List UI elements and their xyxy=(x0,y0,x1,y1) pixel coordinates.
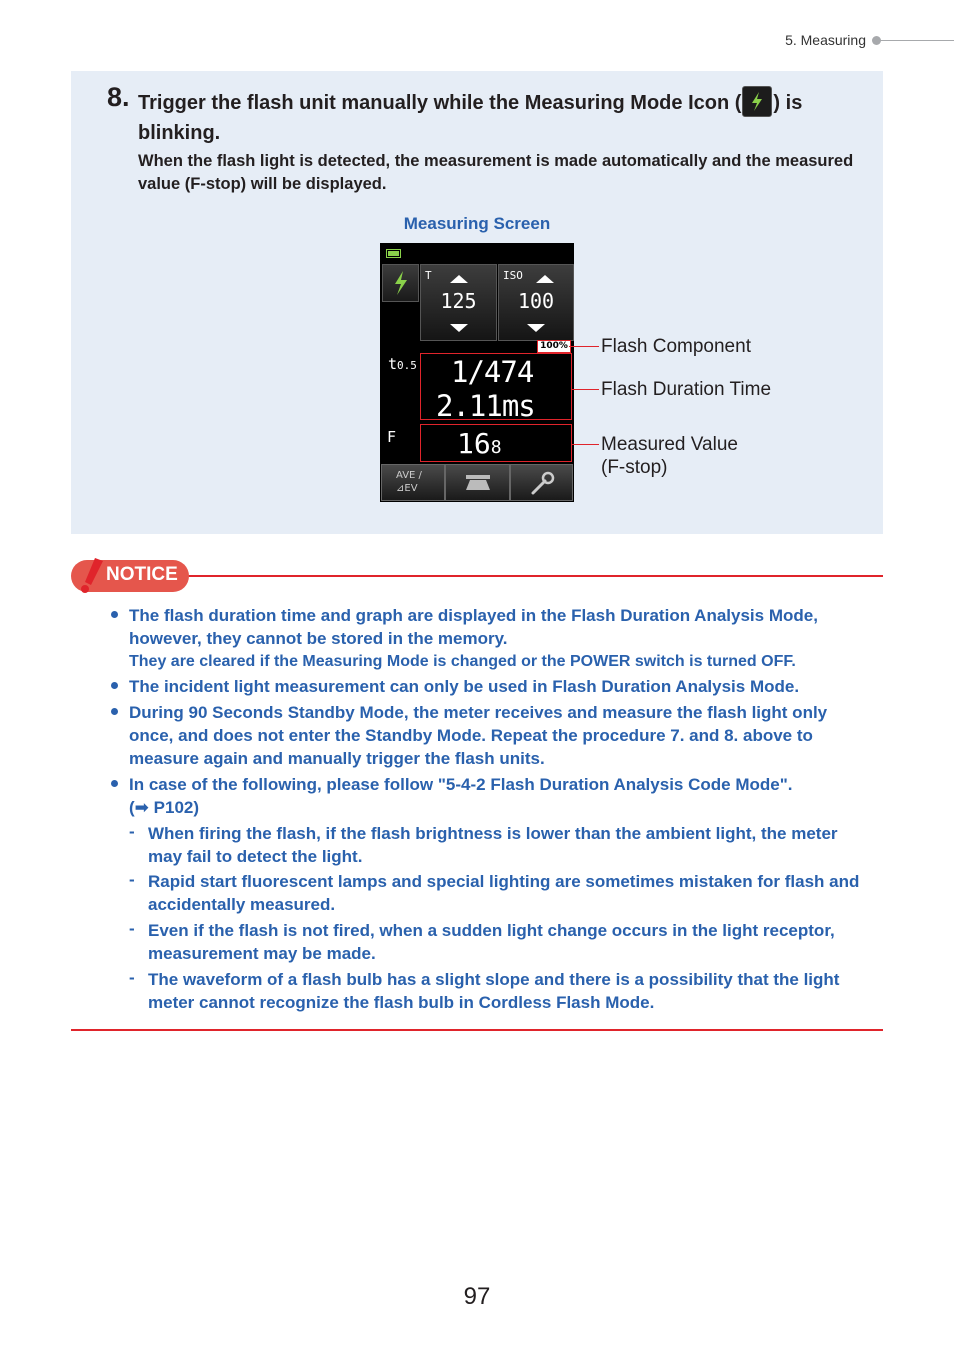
notice-subitem-3: Even if the flash is not fired, when a sudden light change occurs in the light receptor, measurement may be made. xyxy=(148,921,835,963)
ev-label: ⊿EV xyxy=(396,483,418,494)
measuring-mode-button xyxy=(382,264,419,302)
bullet-dot xyxy=(111,611,118,618)
step-title-before: Trigger the flash unit manually while the Measuring Mode Icon ( xyxy=(138,91,742,114)
t-prefix: t xyxy=(388,355,398,373)
flash-duration-box xyxy=(420,353,572,423)
dash-marker: - xyxy=(129,968,135,987)
flash-bolt-icon xyxy=(383,265,418,301)
notice-bullet-4 xyxy=(129,773,859,819)
ave-ev-label xyxy=(396,469,422,495)
bullet-dot xyxy=(111,682,118,689)
dash-marker: - xyxy=(129,919,135,938)
bullet-subtext: They are cleared if the Measuring Mode is changed or the POWER switch is turned OFF. xyxy=(129,653,796,670)
shutter-speed-panel xyxy=(420,264,497,341)
notice-bullet-3: During 90 Seconds Standby Mode, the meter receives and measure the flash light only once, and does not enter the Standby Mode. Repeat the procedure 7. and 8. above to measure again and manually trigger the flash units. xyxy=(129,703,828,768)
callout-measured-value-line1: Measured Value xyxy=(601,434,738,455)
ave-ev-button xyxy=(381,464,445,501)
notice-bullet-2: The incident light measurement can only be used in Flash Duration Analysis Mode. xyxy=(129,677,800,696)
battery-icon xyxy=(386,249,401,258)
t-label: T xyxy=(425,269,432,282)
f-value xyxy=(457,427,502,460)
callout-measured-value xyxy=(601,433,738,479)
step-title xyxy=(138,88,858,147)
screen-caption: Measuring Screen xyxy=(403,214,551,233)
arrow-right-icon: ➡ xyxy=(134,798,149,817)
duration-ms: 2.11ms xyxy=(436,389,535,423)
flash-duration-leader xyxy=(572,389,599,390)
wrench-icon xyxy=(511,465,574,502)
f-value-main: 16 xyxy=(457,427,491,460)
flash-component-leader xyxy=(569,346,599,347)
step-title-after: ) is blinking. xyxy=(138,91,803,144)
bullet-dot xyxy=(111,780,118,787)
f-value-sub: 8 xyxy=(490,437,502,458)
bullet-text: The flash duration time and graph are displayed in the Flash Duration Analysis Mode, however, they cannot be stored in the memory. xyxy=(129,606,818,648)
bullet-dot xyxy=(111,708,118,715)
notice-bullet-1 xyxy=(129,604,859,673)
section-header: 5. Measuring xyxy=(785,32,866,48)
notice-label: NOTICE xyxy=(106,564,178,585)
duration-fraction: 1/474 xyxy=(451,355,534,389)
down-arrow-icon xyxy=(527,324,545,332)
up-arrow-icon xyxy=(536,275,554,283)
step-number: 8. xyxy=(107,82,130,112)
iso-label: ISO xyxy=(503,269,523,282)
t-fraction: 0.5 xyxy=(397,359,417,372)
page-reference-label: P102 xyxy=(153,798,194,817)
settings-button xyxy=(510,464,573,501)
callout-flash-component: Flash Component xyxy=(601,336,751,357)
page-number: 97 xyxy=(463,1283,491,1310)
dash-marker: - xyxy=(129,870,135,889)
memory-button xyxy=(445,464,510,501)
f-label: F xyxy=(387,428,397,446)
ave-label: AVE / xyxy=(396,470,422,481)
measured-value-leader xyxy=(572,444,599,445)
up-arrow-icon xyxy=(450,275,468,283)
iso-panel xyxy=(498,264,574,341)
notice-rule xyxy=(186,575,883,577)
notice-subitem-4: The waveform of a flash bulb has a slight slope and there is a possibility that the light meter cannot recognize the flash bulb in Cordless Flash Mode. xyxy=(148,970,840,1012)
t-fraction-label xyxy=(388,355,417,373)
t-value: 125 xyxy=(440,289,477,313)
notice-subitem-1: When firing the flash, if the flash brightness is lower than the ambient light, the meter may fail to detect the light. xyxy=(148,824,838,866)
notice-bottom-rule xyxy=(71,1029,883,1031)
step-description: When the flash light is detected, the measurement is made automatically and the measured value (F-stop) will be displayed. xyxy=(138,152,854,193)
f-value-box xyxy=(420,424,572,462)
flash-component-readout: 100% xyxy=(537,340,571,353)
down-arrow-icon xyxy=(450,324,468,332)
notice-subitem-2: Rapid start fluorescent lamps and special lighting are sometimes mistaken for flash and accidentally measured. xyxy=(148,872,860,914)
iso-value: 100 xyxy=(517,289,555,313)
measuring-mode-icon xyxy=(742,86,772,117)
page-reference[interactable]: (➡ P102) xyxy=(129,798,200,817)
exclamation-icon xyxy=(75,555,109,595)
header-rule xyxy=(880,40,954,41)
bullet-text: In case of the following, please follow "5-4-2 Flash Duration Analysis Code Mode". xyxy=(129,775,793,794)
measuring-screen xyxy=(380,243,574,502)
memory-icon xyxy=(446,465,511,502)
dash-marker: - xyxy=(129,822,135,841)
callout-flash-duration: Flash Duration Time xyxy=(601,379,772,400)
callout-measured-value-line2: (F-stop) xyxy=(601,457,668,478)
